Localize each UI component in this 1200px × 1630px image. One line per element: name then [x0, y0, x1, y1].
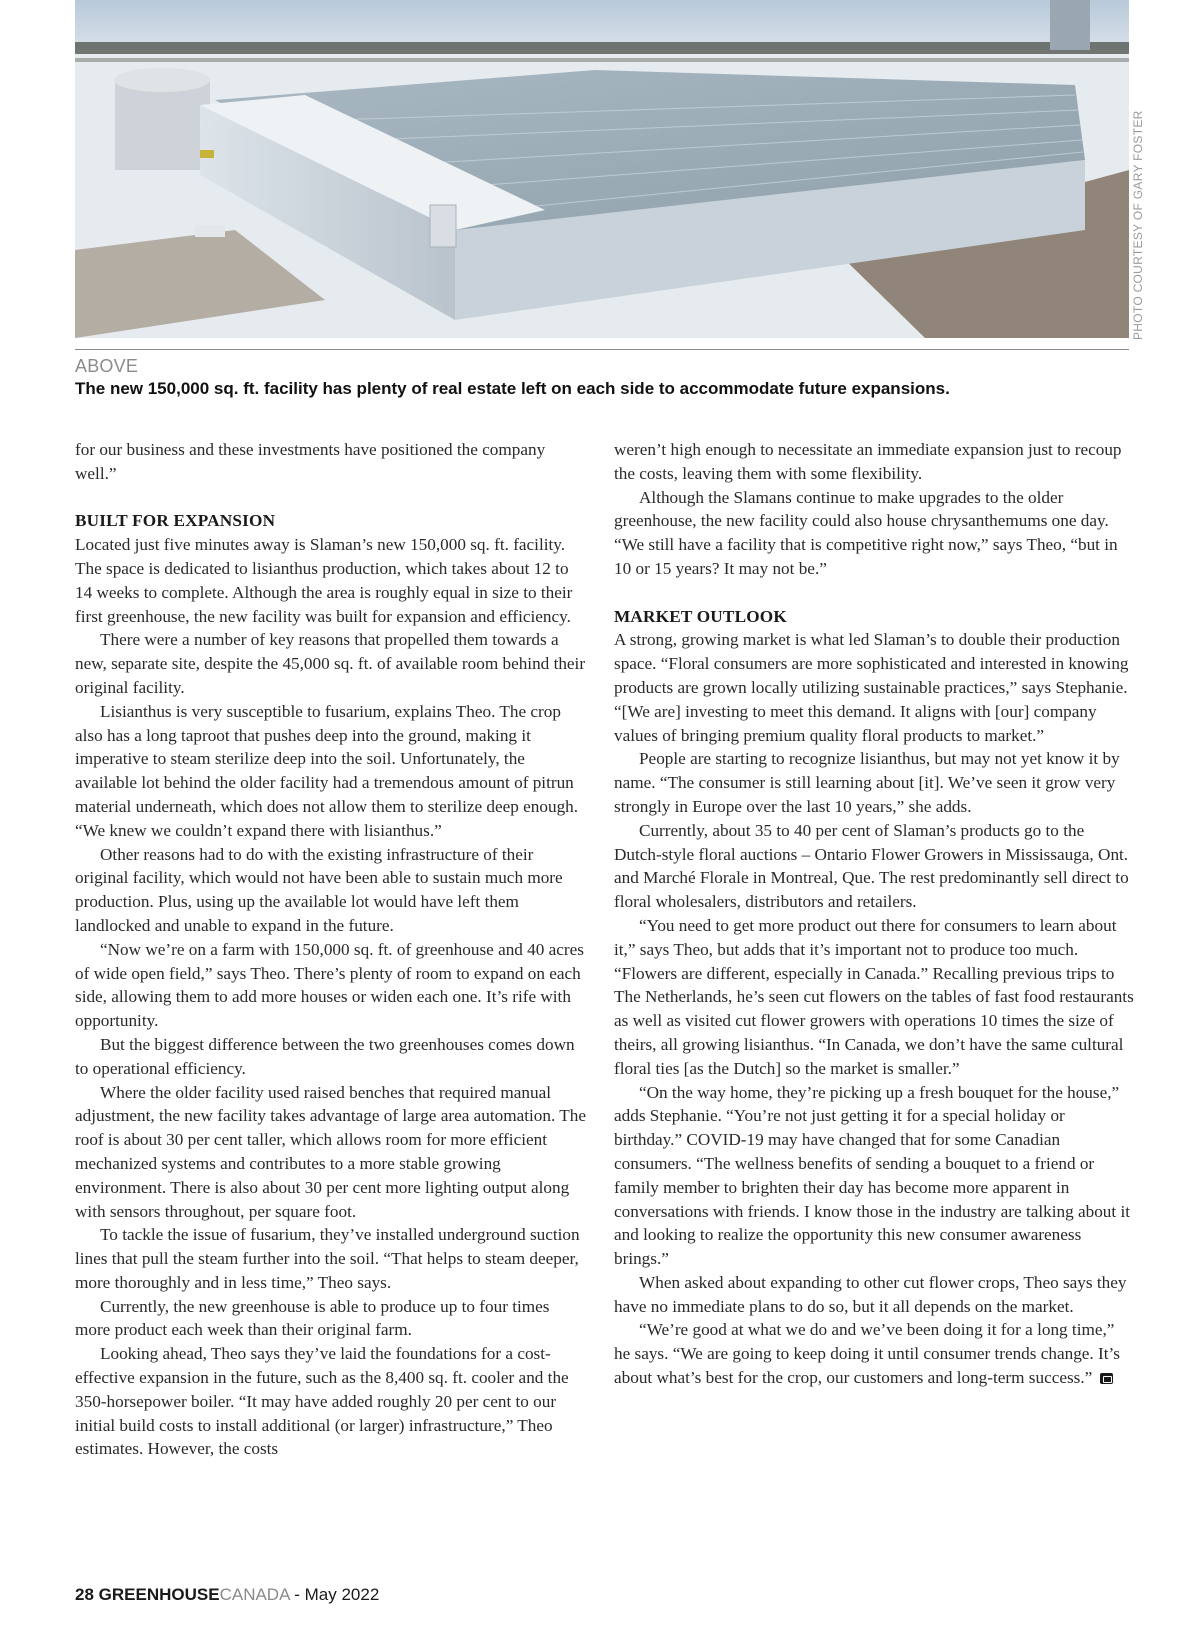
paragraph: There were a number of key reasons that propelled them towards a new, separate site, despite the 45,000 sq. ft. of available room behind their original facility.	[75, 630, 586, 697]
paragraph-text: “We’re good at what we do and we’ve been doing it for a long time,” he says. “We are going to keep doing it until consumer trends change. It’s about what’s best for the crop, our customers and long-term success.”	[614, 1320, 1120, 1388]
page-number: 28	[75, 1585, 94, 1604]
issue-date: - May 2022	[294, 1585, 380, 1604]
page-footer	[75, 1585, 379, 1605]
greenhouse-logo-icon	[1100, 1373, 1113, 1384]
greenhouse-aerial-photo	[75, 0, 1129, 338]
article-right-column	[614, 438, 1134, 1390]
paragraph: To tackle the issue of fusarium, they’ve installed underground suction lines that pull the steam further into the soil. “That helps to steam deeper, more thoroughly and in less time,” Theo says.	[75, 1225, 580, 1292]
paragraph: Located just five minutes away is Slaman’s new 150,000 sq. ft. facility. The space is dedicated to lisianthus production, which takes about 12 to 14 weeks to complete. Although the area is roughly equal in size to their first greenhouse, the new facility was built for expansion and efficiency.	[75, 535, 573, 626]
paragraph: But the biggest difference between the two greenhouses comes down to operational efficiency.	[75, 1034, 575, 1078]
paragraph: Although the Slamans continue to make upgrades to the older greenhouse, the new facility could also house chrysanthemums one day. “We still have a facility that is competitive right now,” says Theo, “but in 10 or 15 years? It may not be.”	[614, 487, 1118, 578]
paragraph: When asked about expanding to other cut flower crops, Theo says they have no immediate plans to do so, but it all depends on the market.	[614, 1272, 1127, 1316]
section-heading: MARKET OUTLOOK	[614, 606, 787, 626]
tree-line-2	[75, 58, 1129, 62]
paragraph: “You need to get more product out there for consumers to learn about it,” says Theo, but adds that it’s important not to produce too much. “Flowers are different, especially in Canada.” Recalling previous trips to The Netherlands, he’s seen cut flowers on the tables of fast food restaurants as well as visited cut flower growers with operations 10 times the size of theirs, all growing lisianthus. “In Canada, we don’t have the same cultural floral ties [as the Dutch] so the market is smaller.”	[614, 915, 1134, 1078]
magazine-country: CANADA	[219, 1585, 290, 1604]
photo-illustration	[75, 0, 1129, 338]
paragraph: Currently, about 35 to 40 per cent of Slaman’s products go to the Dutch-style floral auctions – Ontario Flower Growers in Mississauga, Ont. and Marché Florale in Montreal, Que. The rest predominantly sell direct to floral wholesalers, distributors and retailers.	[614, 820, 1129, 912]
silo-top	[114, 68, 210, 92]
equipment	[195, 225, 225, 237]
paragraph: People are starting to recognize lisianthus, but may not yet know it by name. “The consumer is still learning about [it]. We’ve seen it grow very strongly in Europe over the last 10 years,” she adds.	[614, 749, 1120, 816]
grain-bins	[1050, 0, 1090, 50]
article-left-column	[75, 438, 587, 1461]
caption-text: The new 150,000 sq. ft. facility has plenty of real estate left on each side to accommodate future expansions.	[75, 379, 950, 398]
paragraph: “Now we’re on a farm with 150,000 sq. ft. of greenhouse and 40 acres of wide open field,” says Theo. There’s plenty of room to expand on each side, allowing them to add more houses or widen each one. It’s rife with opportunity.	[75, 939, 584, 1031]
paragraph: Where the older facility used raised benches that required manual adjustment, the new facility takes advantage of large area automation. The roof is about 30 per cent taller, which allows room for more efficient mechanized systems and contributes to a more stable growing environment. There is also about 30 per cent more lighting output along with sensors throughout, per square foot.	[75, 1082, 586, 1221]
loader	[200, 150, 214, 158]
paragraph: weren’t high enough to necessitate an immediate expansion just to recoup the costs, leaving them with some flexibility.	[614, 440, 1122, 483]
paragraph: for our business and these investments have positioned the company well.”	[75, 440, 546, 483]
paragraph: “On the way home, they’re picking up a fresh bouquet for the house,” adds Stephanie. “You’re not just getting it for a special holiday or birthday.” COVID-19 may have changed that for some Canadian consumers. “The wellness benefits of sending a bouquet to a friend or family member to brighten their day has become more apparent in conversations with friends. I know those in the industry are talking about it and looking to realize the opportunity this new consumer awareness brings.”	[614, 1082, 1131, 1269]
paragraph: Currently, the new greenhouse is able to produce up to four times more product each week than their original farm.	[75, 1296, 550, 1340]
section-heading: BUILT FOR EXPANSION	[75, 511, 276, 531]
silo	[115, 80, 210, 170]
paragraph: Other reasons had to do with the existing infrastructure of their original facility, which would not have been able to sustain much more production. Plus, using up the available lot would have left them landlocked and unable to expand in the future.	[75, 844, 563, 935]
paragraph: Looking ahead, Theo says they’ve laid the foundations for a cost-effective expansion in the future, such as the 8,400 sq. ft. cooler and the 350-horsepower boiler. “It may have added roughly 20 per cent to our initial build costs to install additional (or larger) infrastructure,” Theo estimates. However, the costs	[75, 1344, 569, 1459]
paragraph: Lisianthus is very susceptible to fusarium, explains Theo. The crop also has a long taproot that pushes deep into the ground, making it imperative to steam sterilize deep into the soil. Unfortunately, the available lot behind the older facility had a tremendous amount of pitrun material underneath, which does not allow them to sterilize deep enough. “We knew we couldn’t expand there with lisianthus.”	[75, 701, 579, 840]
caption-divider	[75, 349, 1129, 350]
closing-paragraph	[614, 1318, 1134, 1389]
bay-door	[430, 205, 456, 247]
photo-credit: PHOTO COURTESY OF GARY FOSTER	[1131, 110, 1145, 340]
paragraph: A strong, growing market is what led Slaman’s to double their production space. “Floral consumers are more sophisticated and interested in knowing products are grown locally utilizing sustainable practices,” says Stephanie. “[We are] investing to meet this demand. It aligns with [our] company values of bringing premium quality floral products to market.”	[614, 630, 1129, 745]
caption-label: ABOVE	[75, 356, 139, 376]
magazine-brand: GREENHOUSE	[98, 1585, 220, 1604]
tree-line	[75, 42, 1129, 54]
